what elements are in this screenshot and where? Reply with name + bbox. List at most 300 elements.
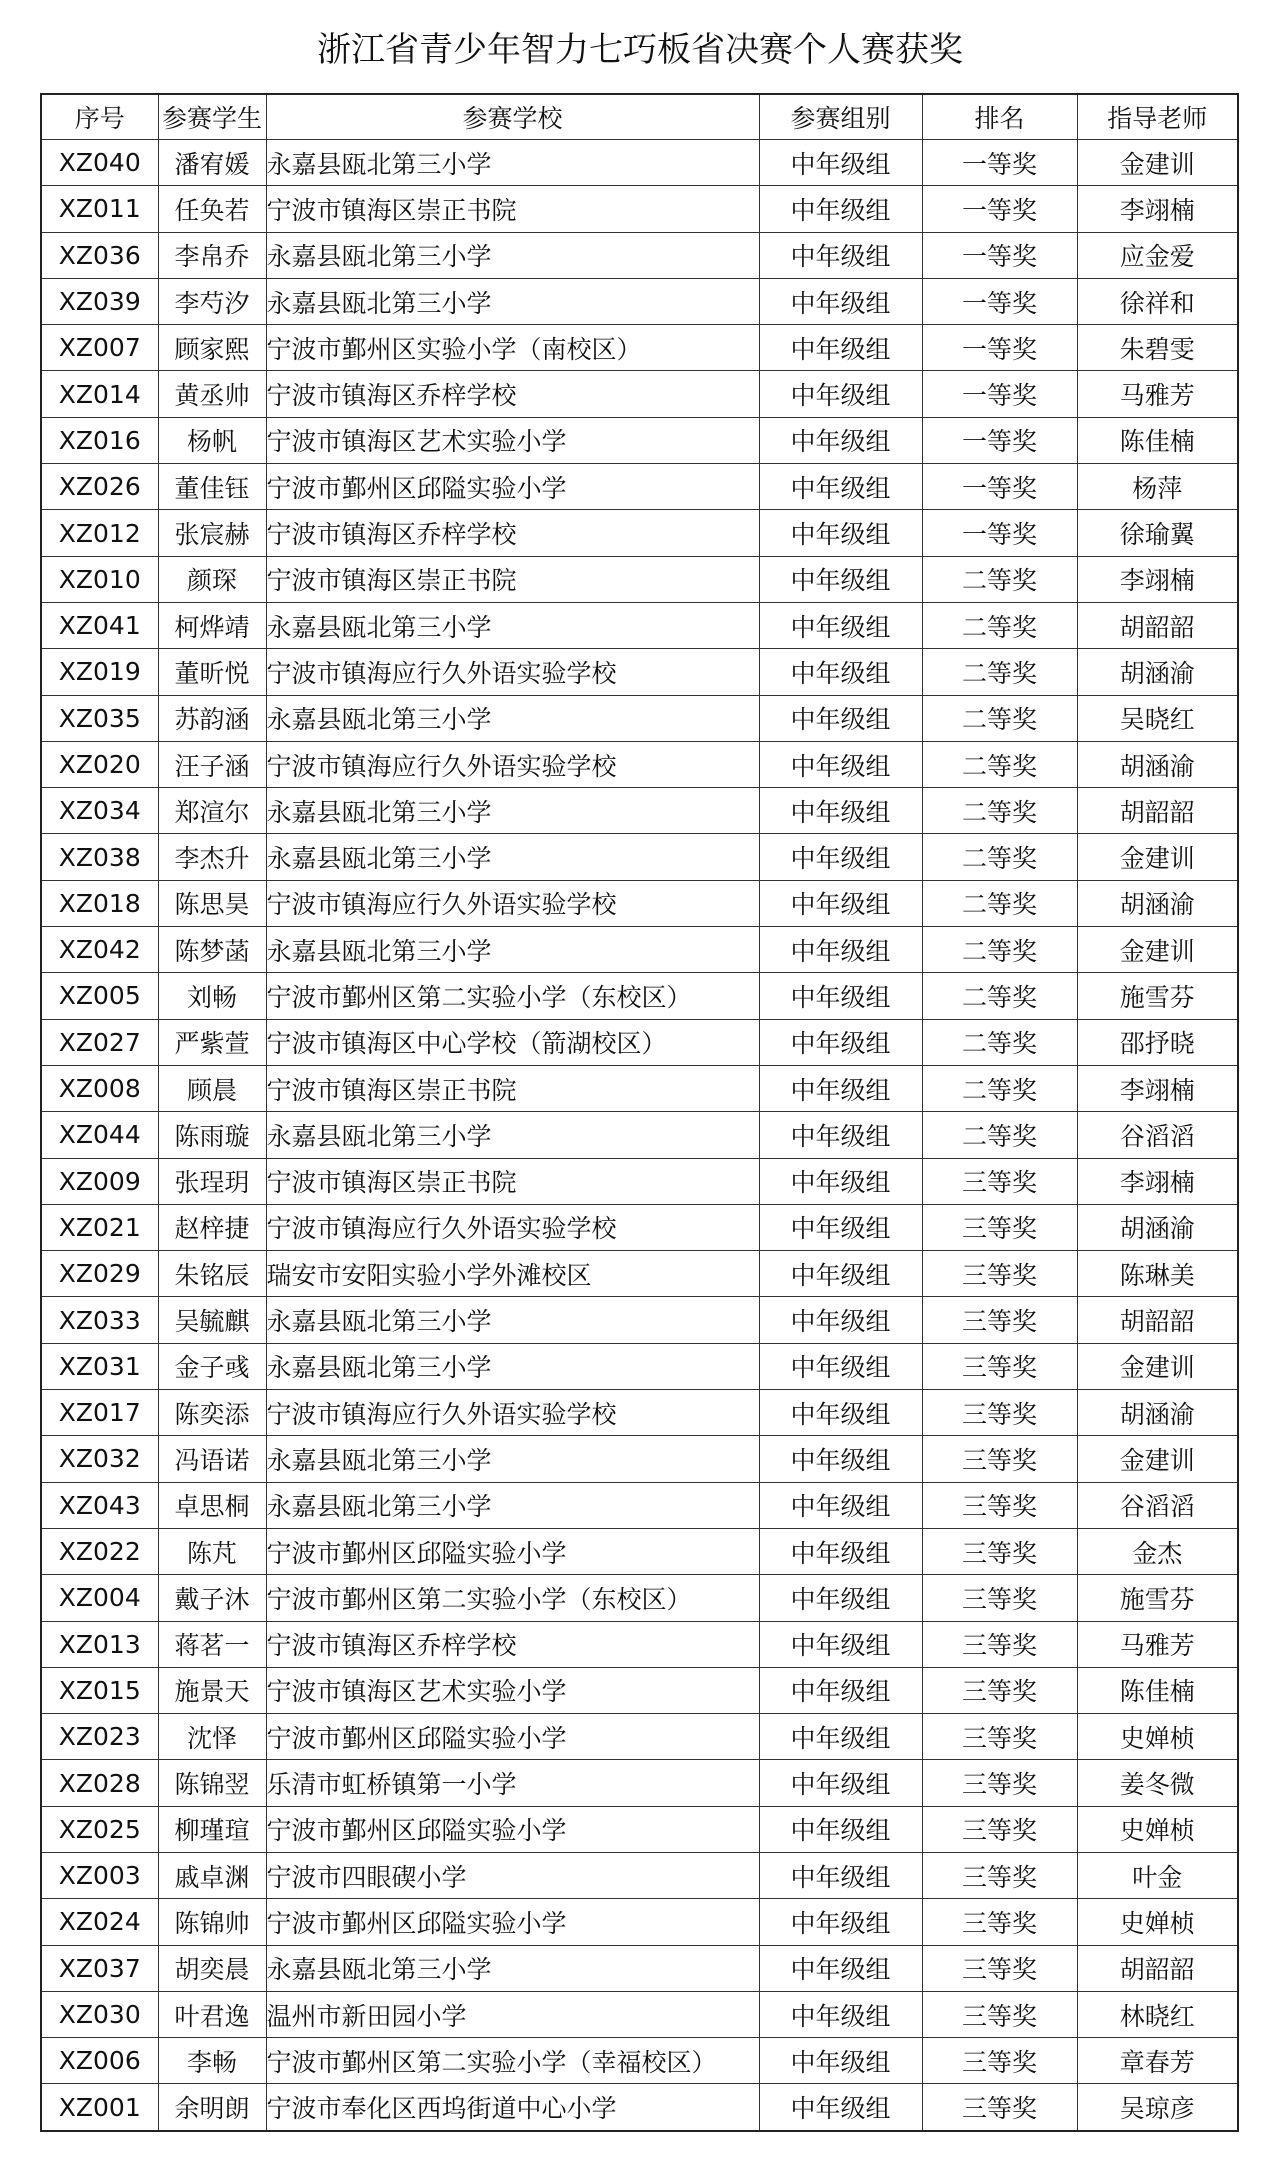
cell-student: 余明朗 bbox=[158, 2084, 266, 2131]
cell-student: 潘宥媛 bbox=[158, 140, 266, 186]
cell-teacher: 胡韶韶 bbox=[1077, 602, 1238, 648]
header-teacher: 指导老师 bbox=[1077, 94, 1238, 140]
cell-group: 中年级组 bbox=[759, 1575, 922, 1621]
cell-group: 中年级组 bbox=[759, 1621, 922, 1667]
table-row bbox=[41, 741, 1238, 787]
cell-student: 任奂若 bbox=[158, 186, 266, 232]
cell-rank: 二等奖 bbox=[922, 1112, 1077, 1158]
table-row bbox=[41, 602, 1238, 648]
cell-teacher: 胡涵渝 bbox=[1077, 1204, 1238, 1250]
cell-rank: 二等奖 bbox=[922, 927, 1077, 973]
cell-rank: 三等奖 bbox=[922, 1899, 1077, 1945]
cell-group: 中年级组 bbox=[759, 1390, 922, 1436]
cell-group: 中年级组 bbox=[759, 1899, 922, 1945]
cell-id: XZ014 bbox=[41, 371, 158, 417]
cell-student: 蒋茗一 bbox=[158, 1621, 266, 1667]
cell-student: 赵梓捷 bbox=[158, 1204, 266, 1250]
table-row bbox=[41, 1991, 1238, 2037]
cell-school: 宁波市镇海区崇正书院 bbox=[266, 1158, 759, 1204]
cell-school: 宁波市镇海区艺术实验小学 bbox=[266, 417, 759, 463]
cell-group: 中年级组 bbox=[759, 834, 922, 880]
cell-group: 中年级组 bbox=[759, 186, 922, 232]
cell-rank: 一等奖 bbox=[922, 464, 1077, 510]
cell-teacher: 金建训 bbox=[1077, 834, 1238, 880]
cell-student: 陈雨璇 bbox=[158, 1112, 266, 1158]
cell-school: 永嘉县瓯北第三小学 bbox=[266, 140, 759, 186]
cell-teacher: 金建训 bbox=[1077, 140, 1238, 186]
cell-school: 宁波市镇海区乔梓学校 bbox=[266, 1621, 759, 1667]
table-row bbox=[41, 1251, 1238, 1297]
table-row bbox=[41, 1158, 1238, 1204]
cell-teacher: 邵抒晓 bbox=[1077, 1019, 1238, 1065]
cell-teacher: 胡涵渝 bbox=[1077, 880, 1238, 926]
cell-rank: 一等奖 bbox=[922, 278, 1077, 324]
cell-student: 卓思桐 bbox=[158, 1482, 266, 1528]
cell-rank: 二等奖 bbox=[922, 602, 1077, 648]
table-row bbox=[41, 1343, 1238, 1389]
cell-rank: 三等奖 bbox=[922, 1806, 1077, 1852]
cell-rank: 三等奖 bbox=[922, 1852, 1077, 1898]
cell-rank: 三等奖 bbox=[922, 1528, 1077, 1574]
cell-group: 中年级组 bbox=[759, 1482, 922, 1528]
cell-rank: 一等奖 bbox=[922, 186, 1077, 232]
cell-school: 宁波市鄞州区第二实验小学（东校区） bbox=[266, 1575, 759, 1621]
cell-group: 中年级组 bbox=[759, 2038, 922, 2084]
cell-school: 永嘉县瓯北第三小学 bbox=[266, 834, 759, 880]
cell-student: 陈奕添 bbox=[158, 1390, 266, 1436]
cell-id: XZ013 bbox=[41, 1621, 158, 1667]
cell-rank: 三等奖 bbox=[922, 1714, 1077, 1760]
table-row bbox=[41, 1945, 1238, 1991]
cell-id: XZ029 bbox=[41, 1251, 158, 1297]
cell-group: 中年级组 bbox=[759, 1343, 922, 1389]
table-row bbox=[41, 232, 1238, 278]
table-row bbox=[41, 325, 1238, 371]
cell-id: XZ023 bbox=[41, 1714, 158, 1760]
cell-teacher: 胡韶韶 bbox=[1077, 788, 1238, 834]
table-row bbox=[41, 1667, 1238, 1713]
table-row bbox=[41, 186, 1238, 232]
cell-student: 陈锦翌 bbox=[158, 1760, 266, 1806]
cell-rank: 三等奖 bbox=[922, 1158, 1077, 1204]
cell-teacher: 金建训 bbox=[1077, 927, 1238, 973]
table-row bbox=[41, 556, 1238, 602]
cell-group: 中年级组 bbox=[759, 1528, 922, 1574]
table-row bbox=[41, 880, 1238, 926]
cell-group: 中年级组 bbox=[759, 371, 922, 417]
cell-school: 乐清市虹桥镇第一小学 bbox=[266, 1760, 759, 1806]
cell-student: 李芍汐 bbox=[158, 278, 266, 324]
cell-teacher: 吴晓红 bbox=[1077, 695, 1238, 741]
cell-student: 陈芃 bbox=[158, 1528, 266, 1574]
cell-rank: 一等奖 bbox=[922, 417, 1077, 463]
cell-school: 永嘉县瓯北第三小学 bbox=[266, 1436, 759, 1482]
cell-teacher: 朱碧雯 bbox=[1077, 325, 1238, 371]
cell-school: 永嘉县瓯北第三小学 bbox=[266, 1343, 759, 1389]
cell-teacher: 史婵桢 bbox=[1077, 1806, 1238, 1852]
table-row bbox=[41, 1852, 1238, 1898]
cell-group: 中年级组 bbox=[759, 1436, 922, 1482]
cell-teacher: 李翊楠 bbox=[1077, 1065, 1238, 1111]
cell-id: XZ044 bbox=[41, 1112, 158, 1158]
header-student: 参赛学生 bbox=[158, 94, 266, 140]
cell-school: 宁波市镇海区乔梓学校 bbox=[266, 510, 759, 556]
cell-rank: 一等奖 bbox=[922, 510, 1077, 556]
cell-school: 永嘉县瓯北第三小学 bbox=[266, 1112, 759, 1158]
cell-rank: 三等奖 bbox=[922, 1482, 1077, 1528]
cell-student: 柯烨靖 bbox=[158, 602, 266, 648]
cell-group: 中年级组 bbox=[759, 417, 922, 463]
cell-rank: 三等奖 bbox=[922, 1390, 1077, 1436]
cell-group: 中年级组 bbox=[759, 1991, 922, 2037]
cell-school: 宁波市镇海区艺术实验小学 bbox=[266, 1667, 759, 1713]
header-id: 序号 bbox=[41, 94, 158, 140]
cell-rank: 二等奖 bbox=[922, 695, 1077, 741]
cell-teacher: 施雪芬 bbox=[1077, 1575, 1238, 1621]
cell-teacher: 金建训 bbox=[1077, 1343, 1238, 1389]
cell-rank: 三等奖 bbox=[922, 1343, 1077, 1389]
cell-student: 董佳钰 bbox=[158, 464, 266, 510]
cell-rank: 三等奖 bbox=[922, 1991, 1077, 2037]
cell-id: XZ010 bbox=[41, 556, 158, 602]
cell-id: XZ018 bbox=[41, 880, 158, 926]
cell-id: XZ040 bbox=[41, 140, 158, 186]
cell-student: 冯语诺 bbox=[158, 1436, 266, 1482]
cell-school: 宁波市鄞州区第二实验小学（幸福校区） bbox=[266, 2038, 759, 2084]
cell-id: XZ036 bbox=[41, 232, 158, 278]
cell-group: 中年级组 bbox=[759, 1112, 922, 1158]
cell-school: 永嘉县瓯北第三小学 bbox=[266, 927, 759, 973]
cell-id: XZ039 bbox=[41, 278, 158, 324]
table-row bbox=[41, 1112, 1238, 1158]
cell-id: XZ030 bbox=[41, 1991, 158, 2037]
cell-teacher: 陈佳楠 bbox=[1077, 1667, 1238, 1713]
cell-group: 中年级组 bbox=[759, 1019, 922, 1065]
table-row bbox=[41, 1065, 1238, 1111]
table-row bbox=[41, 1204, 1238, 1250]
cell-group: 中年级组 bbox=[759, 602, 922, 648]
table-row bbox=[41, 1019, 1238, 1065]
cell-group: 中年级组 bbox=[759, 1945, 922, 1991]
cell-school: 宁波市鄞州区邱隘实验小学 bbox=[266, 464, 759, 510]
cell-rank: 三等奖 bbox=[922, 1575, 1077, 1621]
table-row bbox=[41, 788, 1238, 834]
cell-school: 宁波市镇海应行久外语实验学校 bbox=[266, 880, 759, 926]
table-row bbox=[41, 1528, 1238, 1574]
cell-id: XZ043 bbox=[41, 1482, 158, 1528]
cell-school: 宁波市镇海区中心学校（箭湖校区） bbox=[266, 1019, 759, 1065]
cell-group: 中年级组 bbox=[759, 1251, 922, 1297]
table-row bbox=[41, 510, 1238, 556]
table-body bbox=[41, 140, 1238, 2131]
cell-id: XZ009 bbox=[41, 1158, 158, 1204]
cell-id: XZ006 bbox=[41, 2038, 158, 2084]
cell-teacher: 李翊楠 bbox=[1077, 556, 1238, 602]
table-row bbox=[41, 1575, 1238, 1621]
cell-rank: 三等奖 bbox=[922, 1760, 1077, 1806]
cell-rank: 一等奖 bbox=[922, 140, 1077, 186]
cell-rank: 三等奖 bbox=[922, 2084, 1077, 2131]
cell-school: 永嘉县瓯北第三小学 bbox=[266, 278, 759, 324]
cell-student: 张宸赫 bbox=[158, 510, 266, 556]
header-row bbox=[41, 94, 1238, 140]
cell-school: 宁波市鄞州区第二实验小学（东校区） bbox=[266, 973, 759, 1019]
cell-student: 戴子沐 bbox=[158, 1575, 266, 1621]
cell-rank: 二等奖 bbox=[922, 1019, 1077, 1065]
cell-teacher: 章春芳 bbox=[1077, 2038, 1238, 2084]
cell-school: 宁波市镇海区崇正书院 bbox=[266, 1065, 759, 1111]
cell-rank: 三等奖 bbox=[922, 1621, 1077, 1667]
cell-rank: 二等奖 bbox=[922, 556, 1077, 602]
table-row bbox=[41, 1297, 1238, 1343]
cell-school: 宁波市鄞州区邱隘实验小学 bbox=[266, 1714, 759, 1760]
cell-group: 中年级组 bbox=[759, 140, 922, 186]
cell-id: XZ031 bbox=[41, 1343, 158, 1389]
cell-student: 柳瑾瑄 bbox=[158, 1806, 266, 1852]
cell-group: 中年级组 bbox=[759, 278, 922, 324]
cell-id: XZ004 bbox=[41, 1575, 158, 1621]
cell-school: 永嘉县瓯北第三小学 bbox=[266, 788, 759, 834]
cell-group: 中年级组 bbox=[759, 1806, 922, 1852]
cell-group: 中年级组 bbox=[759, 695, 922, 741]
table-row bbox=[41, 278, 1238, 324]
table-row bbox=[41, 1482, 1238, 1528]
cell-school: 宁波市鄞州区邱隘实验小学 bbox=[266, 1806, 759, 1852]
cell-student: 李杰升 bbox=[158, 834, 266, 880]
cell-student: 严紫萱 bbox=[158, 1019, 266, 1065]
cell-student: 陈梦菡 bbox=[158, 927, 266, 973]
cell-group: 中年级组 bbox=[759, 1204, 922, 1250]
table-row bbox=[41, 371, 1238, 417]
cell-rank: 三等奖 bbox=[922, 1945, 1077, 1991]
cell-student: 吴毓麒 bbox=[158, 1297, 266, 1343]
cell-rank: 二等奖 bbox=[922, 741, 1077, 787]
results-table bbox=[40, 93, 1239, 2132]
cell-id: XZ027 bbox=[41, 1019, 158, 1065]
cell-group: 中年级组 bbox=[759, 880, 922, 926]
cell-rank: 二等奖 bbox=[922, 834, 1077, 880]
table-row bbox=[41, 1621, 1238, 1667]
cell-student: 顾晨 bbox=[158, 1065, 266, 1111]
cell-teacher: 吴琼彦 bbox=[1077, 2084, 1238, 2131]
cell-id: XZ033 bbox=[41, 1297, 158, 1343]
cell-group: 中年级组 bbox=[759, 788, 922, 834]
cell-school: 宁波市鄞州区邱隘实验小学 bbox=[266, 1528, 759, 1574]
header-group: 参赛组别 bbox=[759, 94, 922, 140]
cell-group: 中年级组 bbox=[759, 649, 922, 695]
cell-id: XZ019 bbox=[41, 649, 158, 695]
table-row bbox=[41, 140, 1238, 186]
cell-school: 宁波市镇海区乔梓学校 bbox=[266, 371, 759, 417]
cell-teacher: 杨萍 bbox=[1077, 464, 1238, 510]
cell-id: XZ005 bbox=[41, 973, 158, 1019]
cell-school: 宁波市镇海应行久外语实验学校 bbox=[266, 649, 759, 695]
cell-rank: 二等奖 bbox=[922, 973, 1077, 1019]
table-row bbox=[41, 973, 1238, 1019]
cell-group: 中年级组 bbox=[759, 464, 922, 510]
cell-student: 刘畅 bbox=[158, 973, 266, 1019]
cell-school: 永嘉县瓯北第三小学 bbox=[266, 602, 759, 648]
cell-rank: 三等奖 bbox=[922, 1436, 1077, 1482]
cell-id: XZ041 bbox=[41, 602, 158, 648]
table-row bbox=[41, 2038, 1238, 2084]
cell-rank: 三等奖 bbox=[922, 2038, 1077, 2084]
cell-school: 宁波市奉化区西坞街道中心小学 bbox=[266, 2084, 759, 2131]
cell-school: 永嘉县瓯北第三小学 bbox=[266, 232, 759, 278]
cell-teacher: 叶金 bbox=[1077, 1852, 1238, 1898]
cell-group: 中年级组 bbox=[759, 927, 922, 973]
cell-group: 中年级组 bbox=[759, 1065, 922, 1111]
cell-school: 宁波市四眼碶小学 bbox=[266, 1852, 759, 1898]
cell-teacher: 陈琳美 bbox=[1077, 1251, 1238, 1297]
cell-school: 宁波市鄞州区邱隘实验小学 bbox=[266, 1899, 759, 1945]
cell-id: XZ025 bbox=[41, 1806, 158, 1852]
cell-group: 中年级组 bbox=[759, 1158, 922, 1204]
cell-teacher: 金杰 bbox=[1077, 1528, 1238, 1574]
cell-rank: 二等奖 bbox=[922, 1065, 1077, 1111]
cell-teacher: 徐祥和 bbox=[1077, 278, 1238, 324]
table-row bbox=[41, 649, 1238, 695]
cell-rank: 三等奖 bbox=[922, 1251, 1077, 1297]
cell-id: XZ001 bbox=[41, 2084, 158, 2131]
cell-teacher: 应金爱 bbox=[1077, 232, 1238, 278]
cell-teacher: 马雅芳 bbox=[1077, 1621, 1238, 1667]
cell-school: 瑞安市安阳实验小学外滩校区 bbox=[266, 1251, 759, 1297]
cell-group: 中年级组 bbox=[759, 741, 922, 787]
header-school: 参赛学校 bbox=[266, 94, 759, 140]
cell-teacher: 史婵桢 bbox=[1077, 1714, 1238, 1760]
header-rank: 排名 bbox=[922, 94, 1077, 140]
cell-id: XZ034 bbox=[41, 788, 158, 834]
cell-student: 朱铭辰 bbox=[158, 1251, 266, 1297]
cell-teacher: 金建训 bbox=[1077, 1436, 1238, 1482]
cell-id: XZ008 bbox=[41, 1065, 158, 1111]
cell-rank: 一等奖 bbox=[922, 325, 1077, 371]
cell-school: 永嘉县瓯北第三小学 bbox=[266, 1945, 759, 1991]
cell-student: 陈锦帅 bbox=[158, 1899, 266, 1945]
table-row bbox=[41, 834, 1238, 880]
cell-id: XZ026 bbox=[41, 464, 158, 510]
cell-school: 宁波市镇海应行久外语实验学校 bbox=[266, 1390, 759, 1436]
cell-id: XZ022 bbox=[41, 1528, 158, 1574]
cell-id: XZ012 bbox=[41, 510, 158, 556]
cell-student: 胡奕晨 bbox=[158, 1945, 266, 1991]
cell-teacher: 胡涵渝 bbox=[1077, 649, 1238, 695]
table-row bbox=[41, 417, 1238, 463]
page-title: 浙江省青少年智力七巧板省决赛个人赛获奖 bbox=[317, 30, 963, 70]
cell-student: 张珵玥 bbox=[158, 1158, 266, 1204]
cell-group: 中年级组 bbox=[759, 973, 922, 1019]
cell-rank: 一等奖 bbox=[922, 232, 1077, 278]
cell-student: 顾家熙 bbox=[158, 325, 266, 371]
cell-id: XZ032 bbox=[41, 1436, 158, 1482]
cell-student: 汪子涵 bbox=[158, 741, 266, 787]
table-row bbox=[41, 1806, 1238, 1852]
cell-id: XZ042 bbox=[41, 927, 158, 973]
cell-id: XZ035 bbox=[41, 695, 158, 741]
cell-teacher: 胡韶韶 bbox=[1077, 1945, 1238, 1991]
cell-id: XZ016 bbox=[41, 417, 158, 463]
table-row bbox=[41, 1390, 1238, 1436]
cell-teacher: 胡涵渝 bbox=[1077, 741, 1238, 787]
cell-student: 沈怿 bbox=[158, 1714, 266, 1760]
cell-group: 中年级组 bbox=[759, 232, 922, 278]
cell-rank: 三等奖 bbox=[922, 1204, 1077, 1250]
cell-rank: 二等奖 bbox=[922, 649, 1077, 695]
cell-group: 中年级组 bbox=[759, 1760, 922, 1806]
cell-id: XZ015 bbox=[41, 1667, 158, 1713]
table-row bbox=[41, 2084, 1238, 2131]
cell-school: 永嘉县瓯北第三小学 bbox=[266, 1482, 759, 1528]
cell-group: 中年级组 bbox=[759, 2084, 922, 2131]
cell-teacher: 施雪芬 bbox=[1077, 973, 1238, 1019]
cell-student: 叶君逸 bbox=[158, 1991, 266, 2037]
cell-school: 宁波市鄞州区实验小学（南校区） bbox=[266, 325, 759, 371]
table-row bbox=[41, 1714, 1238, 1760]
cell-id: XZ007 bbox=[41, 325, 158, 371]
cell-student: 颜琛 bbox=[158, 556, 266, 602]
table-row bbox=[41, 1760, 1238, 1806]
cell-teacher: 史婵桢 bbox=[1077, 1899, 1238, 1945]
cell-student: 金子彧 bbox=[158, 1343, 266, 1389]
cell-rank: 二等奖 bbox=[922, 788, 1077, 834]
cell-student: 董昕悦 bbox=[158, 649, 266, 695]
cell-teacher: 胡涵渝 bbox=[1077, 1390, 1238, 1436]
cell-rank: 二等奖 bbox=[922, 880, 1077, 926]
cell-group: 中年级组 bbox=[759, 1714, 922, 1760]
cell-student: 杨帆 bbox=[158, 417, 266, 463]
cell-group: 中年级组 bbox=[759, 1297, 922, 1343]
table-row bbox=[41, 927, 1238, 973]
cell-teacher: 马雅芳 bbox=[1077, 371, 1238, 417]
cell-teacher: 陈佳楠 bbox=[1077, 417, 1238, 463]
cell-id: XZ017 bbox=[41, 1390, 158, 1436]
cell-student: 施景天 bbox=[158, 1667, 266, 1713]
cell-group: 中年级组 bbox=[759, 510, 922, 556]
cell-id: XZ003 bbox=[41, 1852, 158, 1898]
table-row bbox=[41, 695, 1238, 741]
cell-rank: 三等奖 bbox=[922, 1297, 1077, 1343]
cell-student: 苏韵涵 bbox=[158, 695, 266, 741]
cell-student: 李畅 bbox=[158, 2038, 266, 2084]
cell-id: XZ037 bbox=[41, 1945, 158, 1991]
cell-teacher: 林晓红 bbox=[1077, 1991, 1238, 2037]
cell-teacher: 李翊楠 bbox=[1077, 186, 1238, 232]
cell-group: 中年级组 bbox=[759, 556, 922, 602]
cell-student: 郑渲尔 bbox=[158, 788, 266, 834]
cell-student: 黄丞帅 bbox=[158, 371, 266, 417]
cell-teacher: 谷滔滔 bbox=[1077, 1482, 1238, 1528]
cell-school: 宁波市镇海区崇正书院 bbox=[266, 556, 759, 602]
cell-student: 陈思昊 bbox=[158, 880, 266, 926]
cell-teacher: 胡韶韶 bbox=[1077, 1297, 1238, 1343]
cell-id: XZ028 bbox=[41, 1760, 158, 1806]
cell-school: 宁波市镇海应行久外语实验学校 bbox=[266, 741, 759, 787]
cell-teacher: 李翊楠 bbox=[1077, 1158, 1238, 1204]
cell-school: 温州市新田园小学 bbox=[266, 1991, 759, 2037]
cell-school: 永嘉县瓯北第三小学 bbox=[266, 1297, 759, 1343]
cell-group: 中年级组 bbox=[759, 1852, 922, 1898]
cell-teacher: 姜冬微 bbox=[1077, 1760, 1238, 1806]
cell-teacher: 谷滔滔 bbox=[1077, 1112, 1238, 1158]
cell-school: 永嘉县瓯北第三小学 bbox=[266, 695, 759, 741]
cell-school: 宁波市镇海应行久外语实验学校 bbox=[266, 1204, 759, 1250]
cell-id: XZ020 bbox=[41, 741, 158, 787]
cell-id: XZ024 bbox=[41, 1899, 158, 1945]
cell-student: 李帛乔 bbox=[158, 232, 266, 278]
cell-id: XZ021 bbox=[41, 1204, 158, 1250]
cell-teacher: 徐瑜翼 bbox=[1077, 510, 1238, 556]
